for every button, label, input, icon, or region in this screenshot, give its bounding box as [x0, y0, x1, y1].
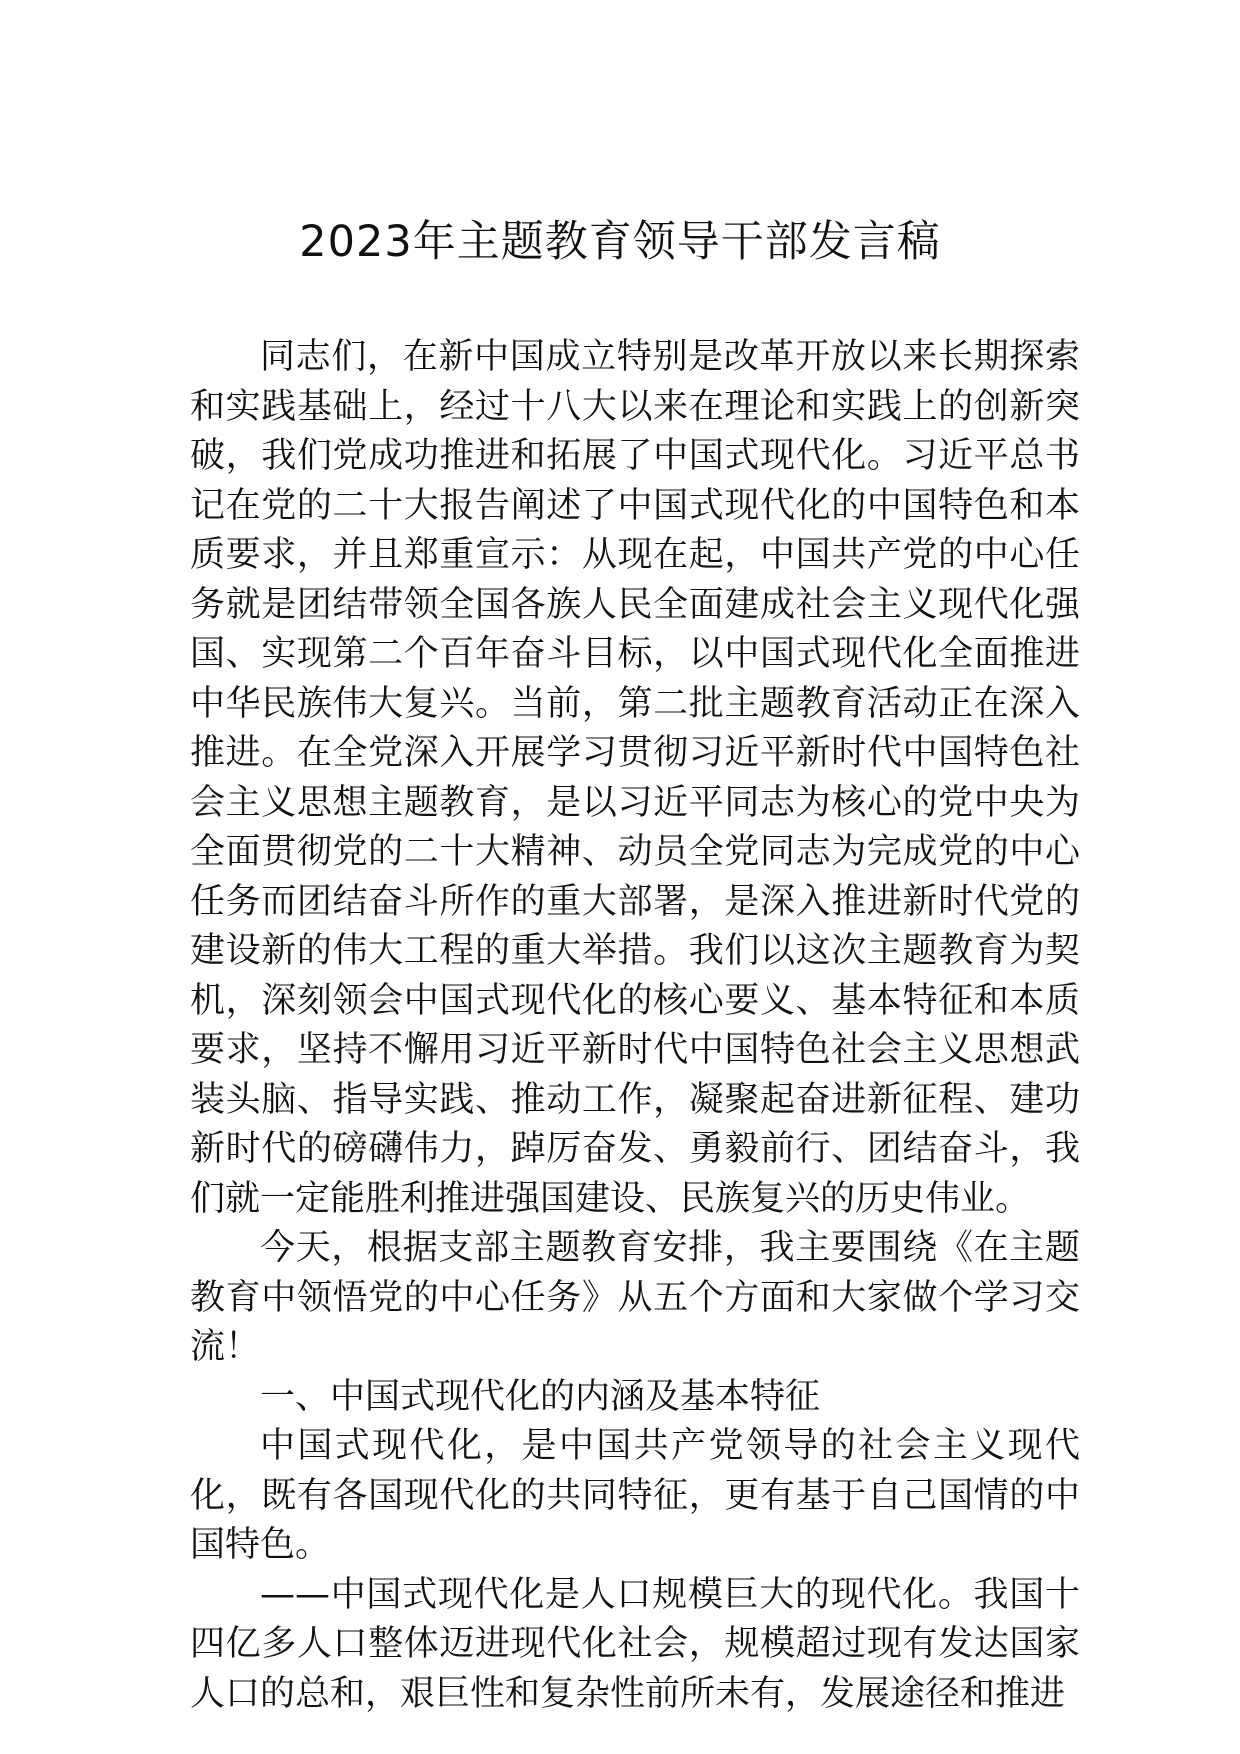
paragraph-definition: 中国式现代化，是中国共产党领导的社会主义现代化，既有各国现代化的共同特征，更有基于自己国情的中国特色。	[190, 1426, 1080, 1565]
section-heading-1: 一、中国式现代化的内涵及基本特征	[260, 1376, 821, 1417]
document-title: 2023年主题教育领导干部发言稿	[299, 217, 941, 267]
paragraph-intro: 同志们，在新中国成立特别是改革开放以来长期探索和实践基础上，经过十八大以来在理论和实践上的创新突破，我们党成功推进和拓展了中国式现代化。习近平总书记在党的二十大报告阐述了中国式现代化的中国特色和本质要求，并且郑重宣示：从现在起，中国共产党的中心任务就是团结带领全国各族人民全面建成社会主义现代化强国、实现第二个百年奋斗目标，以中国式现代化全面推进中华民族伟大复兴。当前，第二批主题教育活动正在深入推进。在全党深入开展学习贯彻习近平新时代中国特色社会主义思想主题教育，是以习近平同志为核心的党中央为全面贯彻党的二十大精神、动员全党同志为完成党的中心任务而团结奋斗所作的重大部署，是深入推进新时代党的建设新的伟大工程的重大举措。我们以这次主题教育为契机，深刻领会中国式现代化的核心要义、基本特征和本质要求，坚持不懈用习近平新时代中国特色社会主义思想武装头脑、指导实践、推动工作，凝聚起奋进新征程、建功新时代的磅礴伟力，踔厉奋发、勇毅前行、团结奋斗，我们就一定能胜利推进强国建设、民族复兴的历史伟业。	[190, 337, 1080, 1219]
paragraph-agenda: 今天，根据支部主题教育安排，我主要围绕《在主题教育中领悟党的中心任务》从五个方面和大家做个学习交流！	[190, 1228, 1080, 1367]
document-body	[190, 333, 1080, 1719]
paragraph-feature-population: ——中国式现代化是人口规模巨大的现代化。我国十四亿多人口整体迈进现代化社会，规模超过现有发达国家人口的总和，艰巨性和复杂性前所未有，发展途径和推进	[190, 1574, 1080, 1714]
